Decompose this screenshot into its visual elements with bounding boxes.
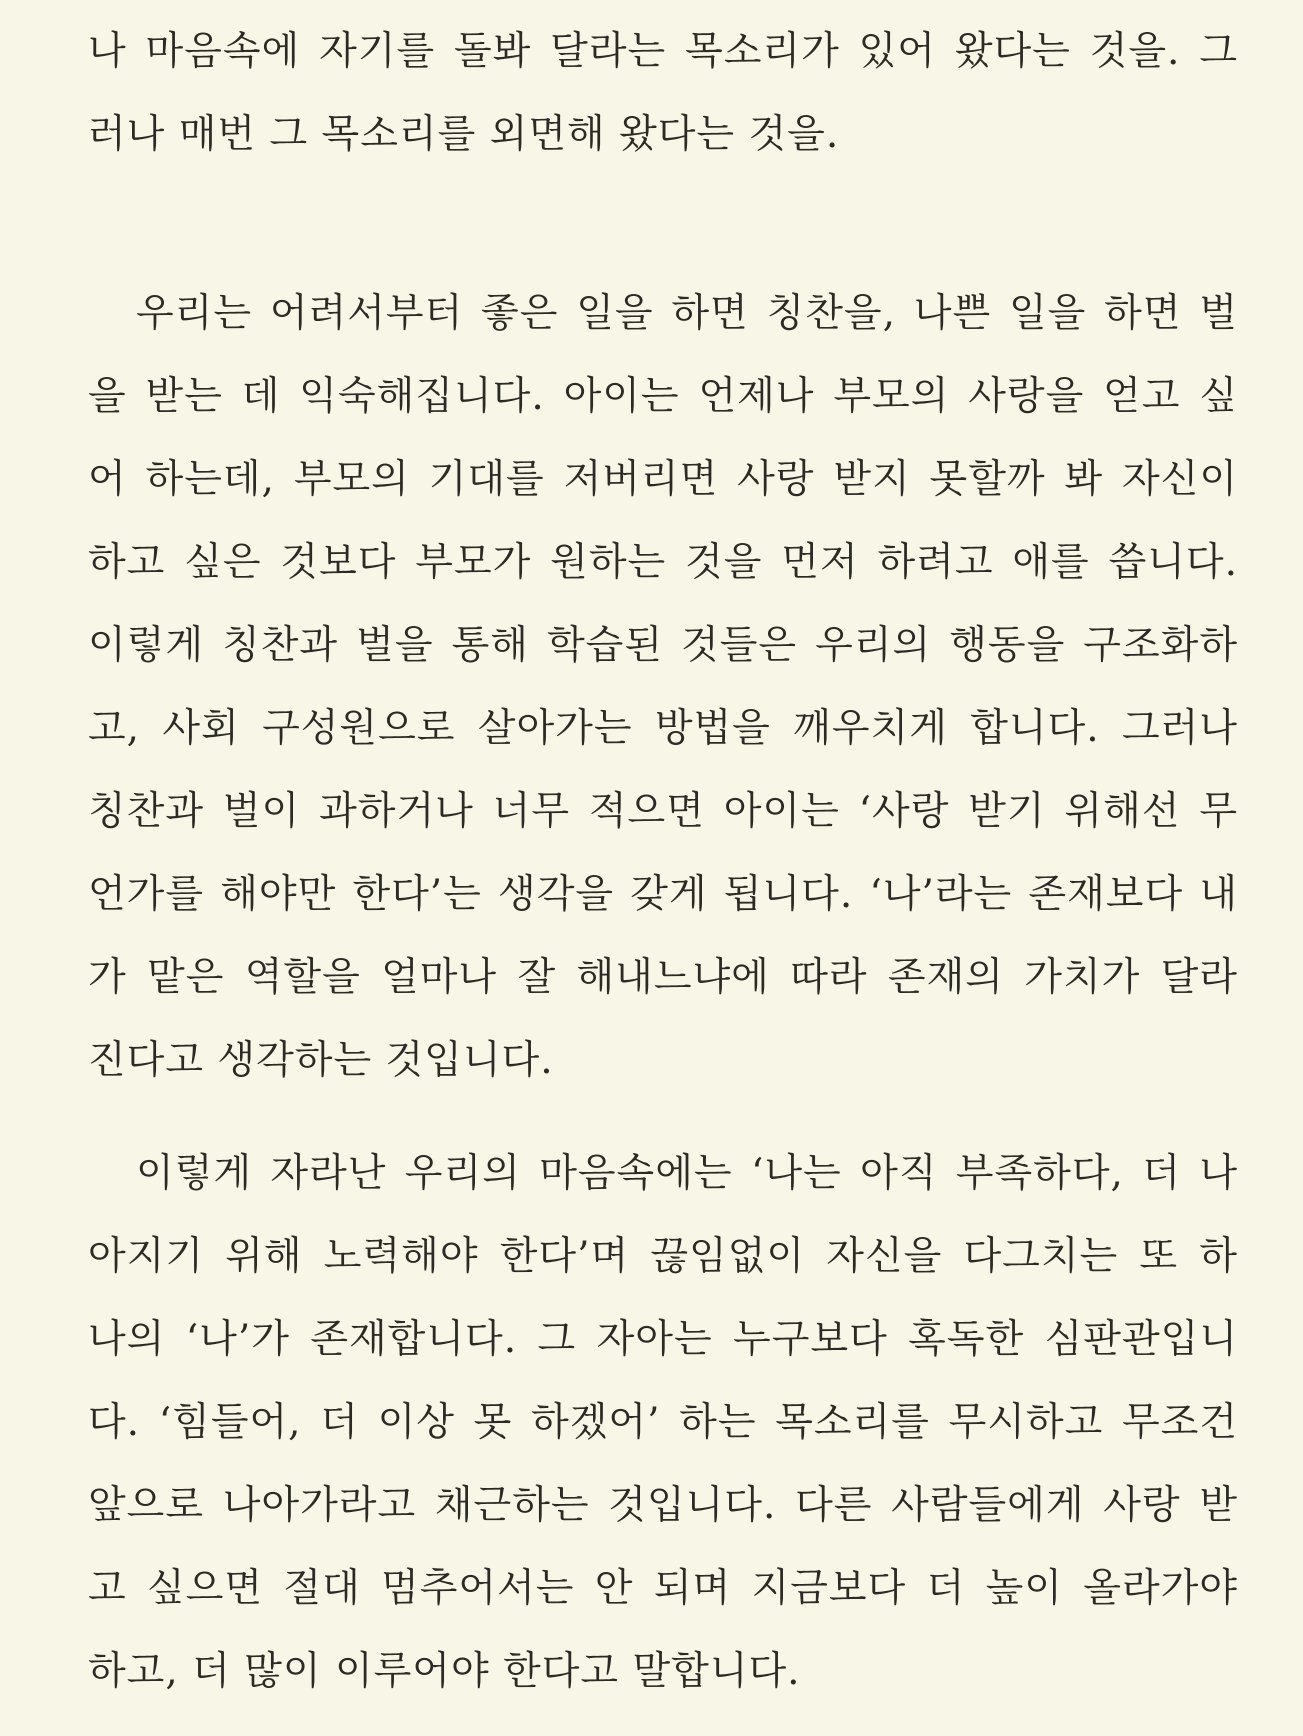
text-line: 나 마음속에 자기를 돌봐 달라는 목소리가 있어 왔다는 것을. 그 bbox=[88, 29, 1238, 74]
text-line: 진다고 생각하는 것입니다. bbox=[88, 1038, 554, 1083]
text-line: 가 맡은 역할을 얼마나 잘 해내느냐에 따라 존재의 가치가 달라 bbox=[88, 955, 1238, 1000]
text-line: 이렇게 칭찬과 벌을 통해 학습된 것들은 우리의 행동을 구조화하 bbox=[88, 623, 1238, 668]
text-line: 언가를 해야만 한다’는 생각을 갖게 됩니다. ‘나’라는 존재보다 내 bbox=[88, 872, 1238, 917]
text-line: 우리는 어려서부터 좋은 일을 하면 칭찬을, 나쁜 일을 하면 벌 bbox=[136, 291, 1238, 336]
paragraph-2 bbox=[88, 272, 1238, 1102]
text-line: 하고 싶은 것보다 부모가 원하는 것을 먼저 하려고 애를 씁니다. bbox=[88, 540, 1238, 585]
text-line: 이렇게 자라난 우리의 마음속에는 ‘나는 아직 부족하다, 더 나 bbox=[136, 1151, 1238, 1196]
text-line: 칭찬과 벌이 과하거나 너무 적으면 아이는 ‘사랑 받기 위해선 무 bbox=[88, 789, 1238, 834]
text-line: 어 하는데, 부모의 기대를 저버리면 사랑 받지 못할까 봐 자신이 bbox=[88, 457, 1238, 502]
text-line: 하고, 더 많이 이루어야 한다고 말합니다. bbox=[88, 1649, 801, 1694]
paragraph-3 bbox=[88, 1132, 1238, 1713]
text-line: 나의 ‘나’가 존재합니다. 그 자아는 누구보다 혹독한 심판관입니 bbox=[88, 1317, 1238, 1362]
text-line: 고, 사회 구성원으로 살아가는 방법을 깨우치게 합니다. 그러나 bbox=[88, 706, 1238, 751]
text-line: 앞으로 나아가라고 채근하는 것입니다. 다른 사람들에게 사랑 받 bbox=[88, 1483, 1238, 1528]
text-line: 아지기 위해 노력해야 한다’며 끊임없이 자신을 다그치는 또 하 bbox=[88, 1234, 1238, 1279]
text-line: 다. ‘힘들어, 더 이상 못 하겠어’ 하는 목소리를 무시하고 무조건 bbox=[88, 1400, 1238, 1445]
paragraph-1 bbox=[88, 10, 1238, 176]
text-line: 러나 매번 그 목소리를 외면해 왔다는 것을. bbox=[88, 112, 840, 157]
text-line: 고 싶으면 절대 멈추어서는 안 되며 지금보다 더 높이 올라가야 bbox=[88, 1566, 1238, 1611]
text-line: 을 받는 데 익숙해집니다. 아이는 언제나 부모의 사랑을 얻고 싶 bbox=[88, 374, 1238, 419]
